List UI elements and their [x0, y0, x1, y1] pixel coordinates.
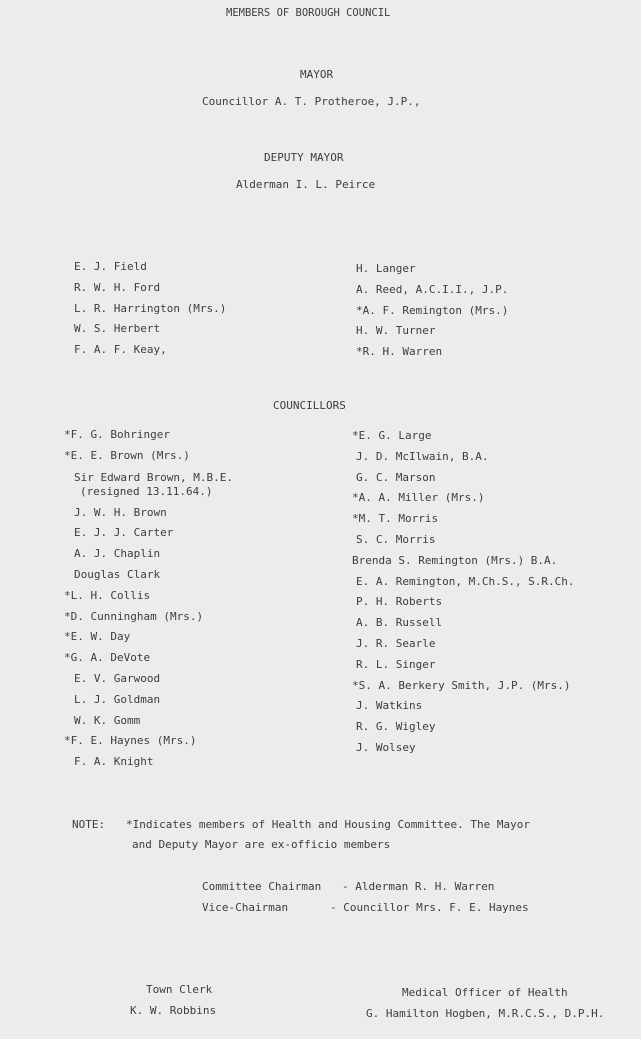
- list-item: *A. F. Remington (Mrs.): [356, 303, 509, 317]
- page-header: MEMBERS OF BOROUGH COUNCIL: [226, 7, 391, 19]
- vice-chairman: - Councillor Mrs. F. E. Haynes: [330, 901, 529, 914]
- mayor-name: Councillor A. T. Protheroe, J.P.,: [202, 95, 421, 108]
- deputy-mayor-name: Alderman I. L. Peirce: [236, 178, 376, 191]
- committee-chairman-label: Committee Chairman: [202, 880, 322, 893]
- list-item: Douglas Clark: [74, 567, 161, 581]
- vice-chairman-label: Vice-Chairman: [202, 901, 289, 914]
- list-item: G. C. Marson: [356, 470, 436, 484]
- list-item-name: Sir Edward Brown, M.B.E.: [74, 470, 233, 484]
- mayor-heading: MAYOR: [300, 68, 334, 81]
- moh-title: Medical Officer of Health: [402, 986, 568, 999]
- list-item: A. B. Russell: [356, 616, 443, 630]
- list-item: R. L. Singer: [356, 657, 436, 671]
- councillors-right-column: [352, 426, 575, 759]
- list-item: *M. T. Morris: [352, 512, 439, 526]
- councillors-heading: COUNCILLORS: [273, 399, 346, 412]
- list-item: *F. G. Bohringer: [64, 428, 170, 441]
- committee-chairman: - Alderman R. H. Warren: [342, 880, 495, 893]
- list-item: E. V. Garwood: [74, 671, 161, 685]
- town-clerk-name: K. W. Robbins: [130, 1004, 217, 1017]
- deputy-mayor-heading: DEPUTY MAYOR: [264, 151, 344, 164]
- list-item: *R. H. Warren: [356, 345, 443, 359]
- list-item: [64, 467, 233, 503]
- list-item: S. C. Morris: [356, 532, 436, 546]
- list-item: *S. A. Berkery Smith, J.P. (Mrs.): [352, 678, 571, 692]
- list-item: *F. E. Haynes (Mrs.): [64, 734, 197, 748]
- note-line-2: and Deputy Mayor are ex-officio members: [132, 838, 391, 851]
- list-item: J. D. McIlwain, B.A.: [356, 449, 489, 463]
- list-item: L. J. Goldman: [74, 692, 161, 706]
- list-item: E. A. Remington, M.Ch.S., S.R.Ch.: [356, 574, 575, 588]
- list-item: *L. H. Collis: [64, 588, 151, 602]
- list-item: J. Watkins: [356, 699, 423, 713]
- councillors-left-column: [64, 425, 233, 773]
- list-item: J. R. Searle: [356, 636, 436, 650]
- list-item: J. W. H. Brown: [74, 505, 167, 519]
- list-item: L. R. Harrington (Mrs.): [74, 301, 227, 315]
- list-item: F. A. F. Keay,: [74, 343, 167, 357]
- list-item: A. Reed, A.C.I.I., J.P.: [356, 282, 509, 296]
- list-item: R. W. H. Ford: [74, 280, 161, 294]
- list-item: *E. E. Brown (Mrs.): [64, 448, 190, 462]
- list-item: E. J. J. Carter: [74, 526, 174, 540]
- list-item: H. W. Turner: [356, 324, 436, 338]
- list-item: A. J. Chaplin: [74, 547, 161, 561]
- note-line-1: *Indicates members of Health and Housing Committee. The Mayor: [126, 818, 530, 831]
- aldermen-right-column: [356, 259, 508, 363]
- moh-name: G. Hamilton Hogben, M.R.C.S., D.P.H.: [366, 1007, 605, 1020]
- list-item: Brenda S. Remington (Mrs.) B.A.: [352, 553, 558, 567]
- list-item: *A. A. Miller (Mrs.): [352, 491, 485, 505]
- note-label: NOTE:: [72, 818, 106, 831]
- list-item: P. H. Roberts: [356, 595, 443, 609]
- aldermen-left-column: [74, 257, 226, 361]
- list-item: *G. A. DeVote: [64, 651, 151, 665]
- list-item: J. Wolsey: [356, 740, 416, 754]
- list-item: *E. W. Day: [64, 630, 131, 644]
- list-item: F. A. Knight: [74, 755, 154, 769]
- list-item: H. Langer: [356, 262, 416, 275]
- list-item: *E. G. Large: [352, 429, 432, 442]
- list-item-note: (resigned 13.11.64.): [80, 484, 213, 498]
- list-item: W. S. Herbert: [74, 322, 161, 336]
- list-item: R. G. Wigley: [356, 720, 436, 734]
- town-clerk-title: Town Clerk: [146, 983, 213, 996]
- list-item: W. K. Gomm: [74, 713, 141, 727]
- list-item: E. J. Field: [74, 260, 147, 273]
- list-item: *D. Cunningham (Mrs.): [64, 609, 204, 623]
